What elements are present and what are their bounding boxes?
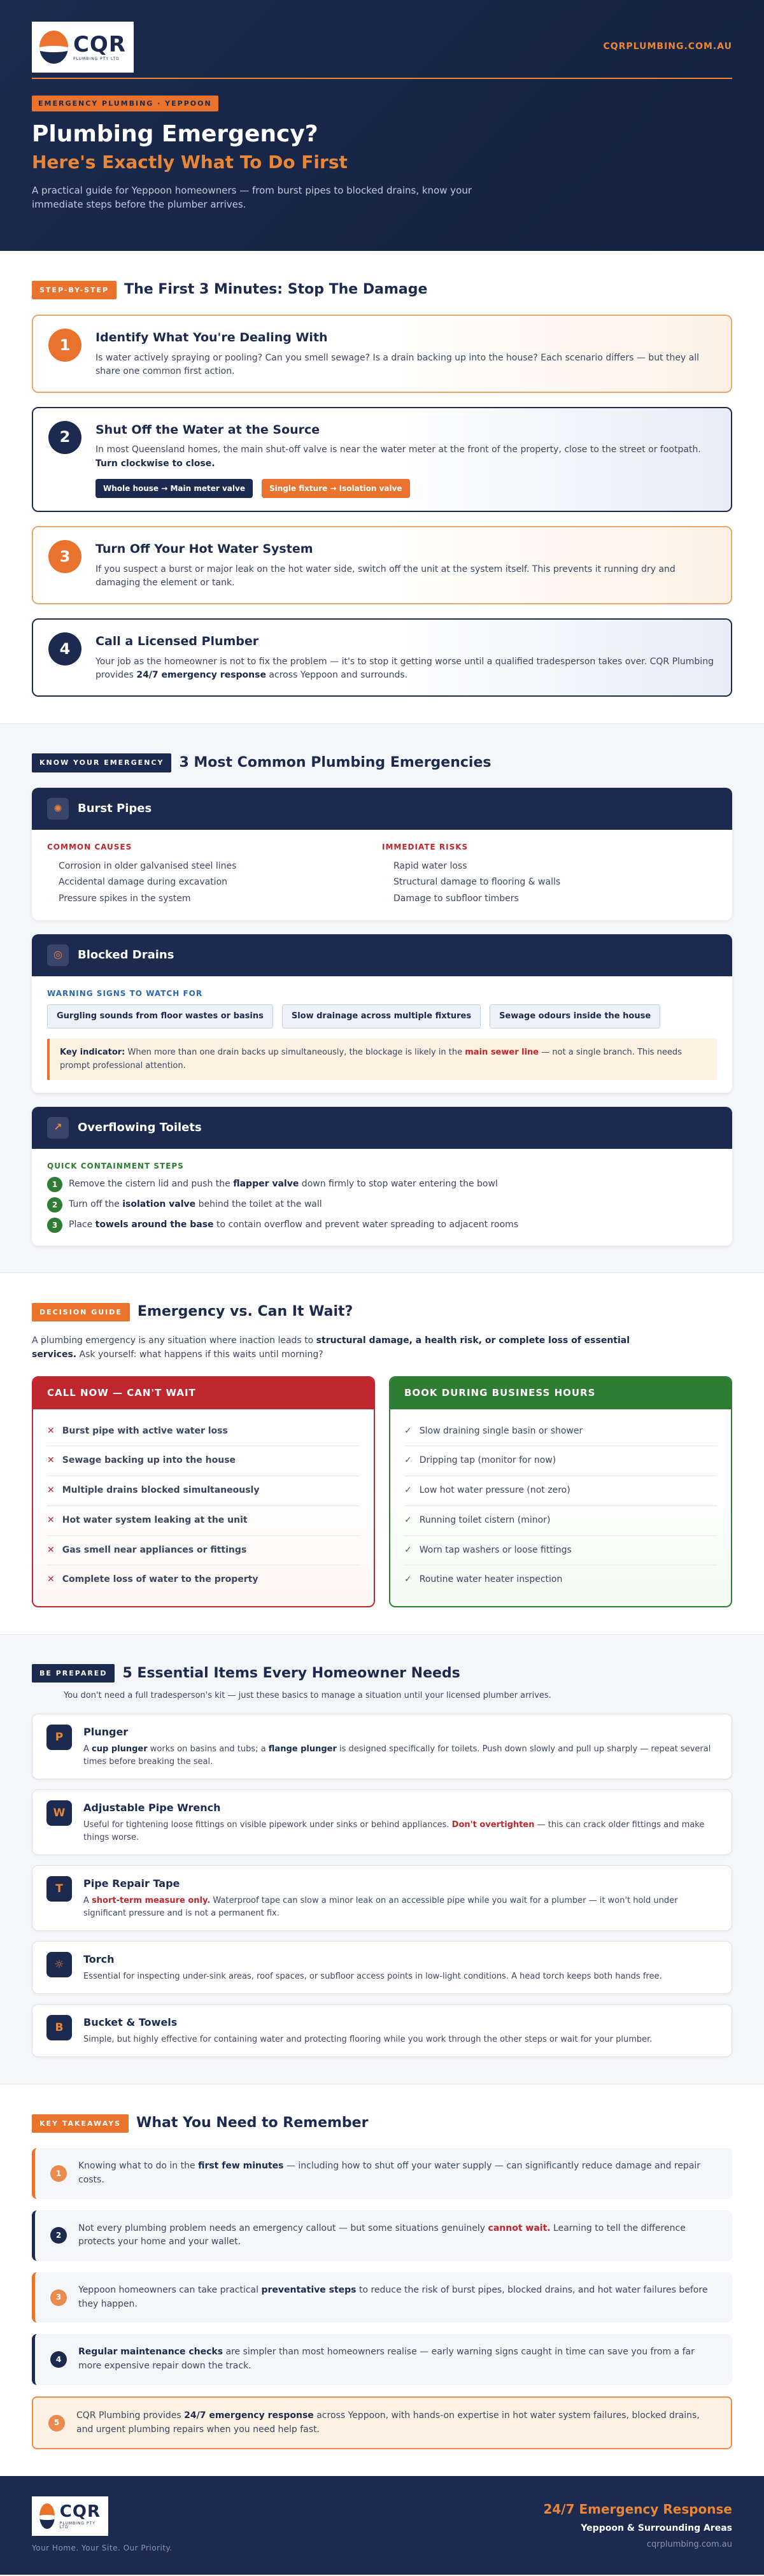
list-item: ✕ Gas smell near appliances or fittings bbox=[47, 1536, 360, 1566]
step-title: Call a Licensed Plumber bbox=[96, 634, 259, 649]
valve-tags bbox=[96, 479, 716, 499]
card-header bbox=[32, 788, 732, 830]
decision-intro: A plumbing emergency is any situation where inaction leads to structural damage, a health risk, or complete loss of essential services. Ask yourself: what happens if this waits until morning? bbox=[32, 1335, 630, 1360]
logo-mark-icon bbox=[39, 31, 68, 64]
list-item: ✓ Running toilet cistern (minor) bbox=[404, 1506, 717, 1536]
trend-icon: ↗ bbox=[47, 1117, 69, 1139]
can-wait-title: BOOK DURING BUSINESS HOURS bbox=[390, 1377, 731, 1409]
page-title: Plumbing Emergency? bbox=[32, 121, 318, 148]
hero-header bbox=[0, 0, 764, 251]
check-icon: ✓ bbox=[404, 1485, 412, 1496]
card-title: Burst Pipes bbox=[78, 802, 152, 816]
card-title: Blocked Drains bbox=[78, 948, 174, 962]
takeaway-item: 5 CQR Plumbing provides 24/7 emergency response across Yeppoon, with hands-on expertise in hot water system failures, blocked drains, and urgent plumbing repairs when you need help fast. bbox=[32, 2396, 732, 2449]
wrench-icon: W bbox=[46, 1800, 72, 1826]
logo-wordmark: CQR bbox=[59, 2501, 101, 2521]
list-item: ✓ Low hot water pressure (not zero) bbox=[404, 1476, 717, 1506]
bucket-item bbox=[32, 2004, 732, 2057]
list-item: 1 Remove the cistern lid and push the flapper valve down firmly to stop water entering the bowl bbox=[47, 1177, 717, 1192]
cross-icon: ✕ bbox=[47, 1455, 55, 1466]
cross-icon: ✕ bbox=[47, 1485, 55, 1496]
item-title: Adjustable Pipe Wrench bbox=[83, 1802, 221, 1814]
list-item: Pressure spikes in the system bbox=[59, 893, 191, 904]
causes-list bbox=[47, 858, 382, 907]
step-text: If you suspect a burst or major leak on the hot water side, switch off the unit at the system itself. This prevents it running dry and damaging the element or tank. bbox=[96, 564, 676, 588]
list-item: ✓ Worn tap washers or loose fittings bbox=[404, 1536, 717, 1566]
tape-icon: T bbox=[46, 1876, 72, 1902]
plunger-item bbox=[32, 1714, 732, 1779]
item-title: Pipe Repair Tape bbox=[83, 1877, 180, 1890]
step-title: Shut Off the Water at the Source bbox=[96, 422, 320, 437]
takeaways-section bbox=[0, 2084, 764, 2476]
takeaway-item: 4 Regular maintenance checks are simpler than most homeowners realise — early warning signs caught in time can save you from a far more expensive repair down the track. bbox=[32, 2334, 732, 2384]
decision-section bbox=[0, 1273, 764, 1635]
item-title: Torch bbox=[83, 1953, 115, 1966]
containment-steps bbox=[47, 1177, 717, 1233]
call-now-column bbox=[32, 1376, 375, 1607]
containment-label: QUICK CONTAINMENT STEPS bbox=[47, 1161, 184, 1171]
items-header bbox=[32, 1663, 732, 1684]
footer-left bbox=[32, 2496, 173, 2554]
footer-areas: Yeppoon & Surrounding Areas bbox=[581, 2523, 732, 2534]
torch-item bbox=[32, 1941, 732, 1994]
footer-right bbox=[543, 2500, 732, 2551]
sun-icon: ✺ bbox=[47, 798, 69, 820]
item-title: Bucket & Towels bbox=[83, 2016, 178, 2029]
takeaway-item: 2 Not every plumbing problem needs an emergency callout — but some situations genuinely cannot wait. Learning to tell the difference protects your home and your wallet. bbox=[32, 2210, 732, 2261]
risks-list bbox=[382, 858, 717, 907]
page-subtitle: Here's Exactly What To Do First bbox=[32, 152, 348, 173]
list-item: ✓ Dripping tap (monitor for now) bbox=[404, 1446, 717, 1476]
list-item: ✕ Multiple drains blocked simultaneously bbox=[47, 1476, 360, 1506]
decision-pill: DECISION GUIDE bbox=[32, 1303, 130, 1321]
decision-title: Emergency vs. Can It Wait? bbox=[137, 1304, 353, 1320]
footer-response: 24/7 Emergency Response bbox=[543, 2501, 732, 2517]
blocked-drains-card bbox=[32, 934, 732, 1093]
step-number: 1 bbox=[48, 329, 81, 362]
warning-signs bbox=[47, 1004, 717, 1028]
items-section bbox=[0, 1635, 764, 2084]
logo-subtext: PLUMBING PTY LTD bbox=[59, 2521, 96, 2530]
site-url-link[interactable]: CQRPLUMBING.COM.AU bbox=[603, 41, 732, 52]
company-logo[interactable] bbox=[32, 22, 134, 73]
item-text: Essential for inspecting under-sink areas, roof spaces, or subfloor access points in low-light conditions. A head torch keeps both hands free. bbox=[83, 1972, 662, 1982]
logo-wordmark: CQR bbox=[73, 31, 126, 57]
items-intro: You don't need a full tradesperson's kit — just these basics to manage a situation until your licensed plumber arrives. bbox=[64, 1690, 551, 1700]
plunger-icon: P bbox=[46, 1725, 72, 1750]
causes-column bbox=[47, 841, 382, 907]
main-meter-valve-tag: Whole house → Main meter valve bbox=[96, 479, 253, 499]
list-item: ✕ Burst pipe with active water loss bbox=[47, 1417, 360, 1447]
step-text: In most Queensland homes, the main shut-off valve is near the water meter at the front of the property, close to the street or footpath. Turn clockwise to close. bbox=[96, 445, 701, 469]
emergencies-title: 3 Most Common Plumbing Emergencies bbox=[179, 754, 492, 771]
emergencies-section bbox=[0, 724, 764, 1273]
check-icon: ✓ bbox=[404, 1425, 412, 1436]
list-item: ✓ Slow draining single basin or shower bbox=[404, 1417, 717, 1447]
card-body bbox=[32, 1149, 732, 1246]
card-body bbox=[32, 830, 732, 920]
check-icon: ✓ bbox=[404, 1455, 412, 1466]
list-item: ✕ Complete loss of water to the property bbox=[47, 1565, 360, 1595]
steps-header bbox=[32, 279, 732, 301]
list-item: 3 Place towels around the base to contain overflow and prevent water spreading to adjacent rooms bbox=[47, 1218, 717, 1233]
step-card-1 bbox=[32, 315, 732, 393]
warning-sign-chip: Slow drainage across multiple fixtures bbox=[282, 1004, 481, 1028]
wrench-item bbox=[32, 1790, 732, 1855]
steps-section bbox=[0, 251, 764, 724]
call-now-list bbox=[33, 1409, 374, 1606]
call-now-title: CALL NOW — CAN'T WAIT bbox=[33, 1377, 374, 1409]
takeaways-pill: KEY TAKEAWAYS bbox=[32, 2114, 129, 2133]
risks-label: IMMEDIATE RISKS bbox=[382, 843, 469, 852]
logo-text bbox=[73, 31, 126, 61]
logo-subtext: PLUMBING PTY LTD bbox=[73, 56, 120, 61]
step-card-4 bbox=[32, 618, 732, 697]
hero-tagline: EMERGENCY PLUMBING · YEPPOON bbox=[32, 96, 218, 111]
list-item: Corrosion in older galvanised steel lines bbox=[59, 860, 237, 871]
cross-icon: ✕ bbox=[47, 1425, 55, 1436]
item-text: Simple, but highly effective for containing water and protecting flooring while you work through the other steps or wait for your plumber. bbox=[83, 2035, 653, 2045]
card-title: Overflowing Toilets bbox=[78, 1120, 202, 1134]
list-item: Damage to subfloor timbers bbox=[393, 893, 519, 904]
overflowing-toilets-card bbox=[32, 1107, 732, 1246]
step-title: Turn Off Your Hot Water System bbox=[96, 542, 313, 557]
can-wait-list bbox=[390, 1409, 731, 1606]
can-wait-column bbox=[389, 1376, 732, 1607]
items-title: 5 Essential Items Every Homeowner Needs bbox=[122, 1665, 460, 1681]
hero-intro: A practical guide for Yeppoon homeowners — from burst pipes to blocked drains, know your immediate steps before the plumber arrives. bbox=[32, 184, 472, 211]
steps-title: The First 3 Minutes: Stop The Damage bbox=[124, 281, 428, 297]
isolation-valve-tag: Single fixture → Isolation valve bbox=[262, 479, 410, 499]
target-icon: ◎ bbox=[47, 944, 69, 966]
hero-top-bar bbox=[32, 25, 732, 79]
logo-mark-icon bbox=[39, 2503, 55, 2529]
emergencies-pill: KNOW YOUR EMERGENCY bbox=[32, 753, 171, 772]
takeaways-header bbox=[32, 2112, 732, 2134]
takeaway-item: 3 Yeppoon homeowners can take practical preventative steps to reduce the risk of burst pipes, blocked drains, and hot water failures before they happen. bbox=[32, 2272, 732, 2323]
warning-sign-chip: Gurgling sounds from floor wastes or basins bbox=[47, 1004, 273, 1028]
list-item: ✓ Routine water heater inspection bbox=[404, 1565, 717, 1595]
card-header bbox=[32, 1107, 732, 1149]
steps-pill: STEP-BY-STEP bbox=[32, 281, 117, 299]
cross-icon: ✕ bbox=[47, 1544, 55, 1555]
step-number: 2 bbox=[48, 421, 81, 454]
emergencies-header bbox=[32, 752, 732, 774]
list-item: ✕ Sewage backing up into the house bbox=[47, 1446, 360, 1476]
decision-header bbox=[32, 1301, 732, 1323]
decision-columns bbox=[32, 1376, 732, 1607]
list-item: 2 Turn off the isolation valve behind the toilet at the wall bbox=[47, 1197, 717, 1213]
step-card-3 bbox=[32, 526, 732, 604]
burst-pipes-card bbox=[32, 788, 732, 920]
check-icon: ✓ bbox=[404, 1514, 412, 1525]
key-indicator-note: Key indicator: When more than one drain backs up simultaneously, the blockage is likely in the main sewer line — not a single branch. This needs prompt professional attention. bbox=[47, 1039, 717, 1079]
footer-logo[interactable] bbox=[32, 2496, 108, 2536]
step-number: 3 bbox=[48, 540, 81, 573]
risks-column bbox=[382, 841, 717, 907]
step-text: Your job as the homeowner is not to fix the problem — it's to stop it getting worse until a qualified tradesperson takes over. CQR Plumbing provides 24/7 emergency response across Yeppoon and surrounds. bbox=[96, 656, 714, 681]
page-footer bbox=[0, 2476, 764, 2575]
check-icon: ✓ bbox=[404, 1544, 412, 1555]
footer-slogan: Your Home. Your Site. Our Priority. bbox=[32, 2544, 173, 2553]
cross-icon: ✕ bbox=[47, 1574, 55, 1585]
item-text: Useful for tightening loose fittings on visible pipework under sinks or behind appliances. Don't overtighten — this can crack older fittings and make things worse. bbox=[83, 1820, 705, 1843]
item-title: Plunger bbox=[83, 1726, 129, 1739]
step-card-2 bbox=[32, 407, 732, 512]
list-item: Accidental damage during excavation bbox=[59, 877, 228, 888]
torch-icon: ☼ bbox=[46, 1952, 72, 1977]
items-pill: BE PREPARED bbox=[32, 1664, 115, 1683]
list-item: Rapid water loss bbox=[393, 860, 467, 871]
warning-sign-chip: Sewage odours inside the house bbox=[490, 1004, 660, 1028]
step-number: 4 bbox=[48, 632, 81, 665]
footer-url-link[interactable]: cqrplumbing.com.au bbox=[646, 2539, 732, 2549]
logo-text bbox=[60, 2503, 101, 2530]
causes-label: COMMON CAUSES bbox=[47, 843, 132, 852]
step-text: Is water actively spraying or pooling? Can you smell sewage? Is a drain backing up into the house? Each scenario differs — but they all share one common first action. bbox=[96, 352, 700, 377]
bucket-icon: B bbox=[46, 2015, 72, 2040]
list-item: ✕ Hot water system leaking at the unit bbox=[47, 1506, 360, 1536]
takeaway-item: 1 Knowing what to do in the first few minutes — including how to shut off your water supply — can significantly reduce damage and repair costs. bbox=[32, 2148, 732, 2198]
signs-label: WARNING SIGNS TO WATCH FOR bbox=[47, 988, 203, 998]
step-title: Identify What You're Dealing With bbox=[96, 331, 328, 345]
item-text: A short-term measure only. Waterproof tape can slow a minor leak on an accessible pipe while you wait for a plumber — it won't hold under significant pressure and is not a permanent fix. bbox=[83, 1896, 678, 1919]
cross-icon: ✕ bbox=[47, 1514, 55, 1525]
list-item: Structural damage to flooring & walls bbox=[393, 877, 561, 888]
card-body bbox=[32, 976, 732, 1093]
tape-item bbox=[32, 1865, 732, 1931]
takeaways-title: What You Need to Remember bbox=[136, 2115, 369, 2131]
card-header bbox=[32, 934, 732, 976]
item-text: A cup plunger works on basins and tubs; a flange plunger is designed specifically for toilets. Push down slowly and pull up sharply — repeat several times before breaking the seal. bbox=[83, 1744, 711, 1767]
check-icon: ✓ bbox=[404, 1574, 412, 1585]
